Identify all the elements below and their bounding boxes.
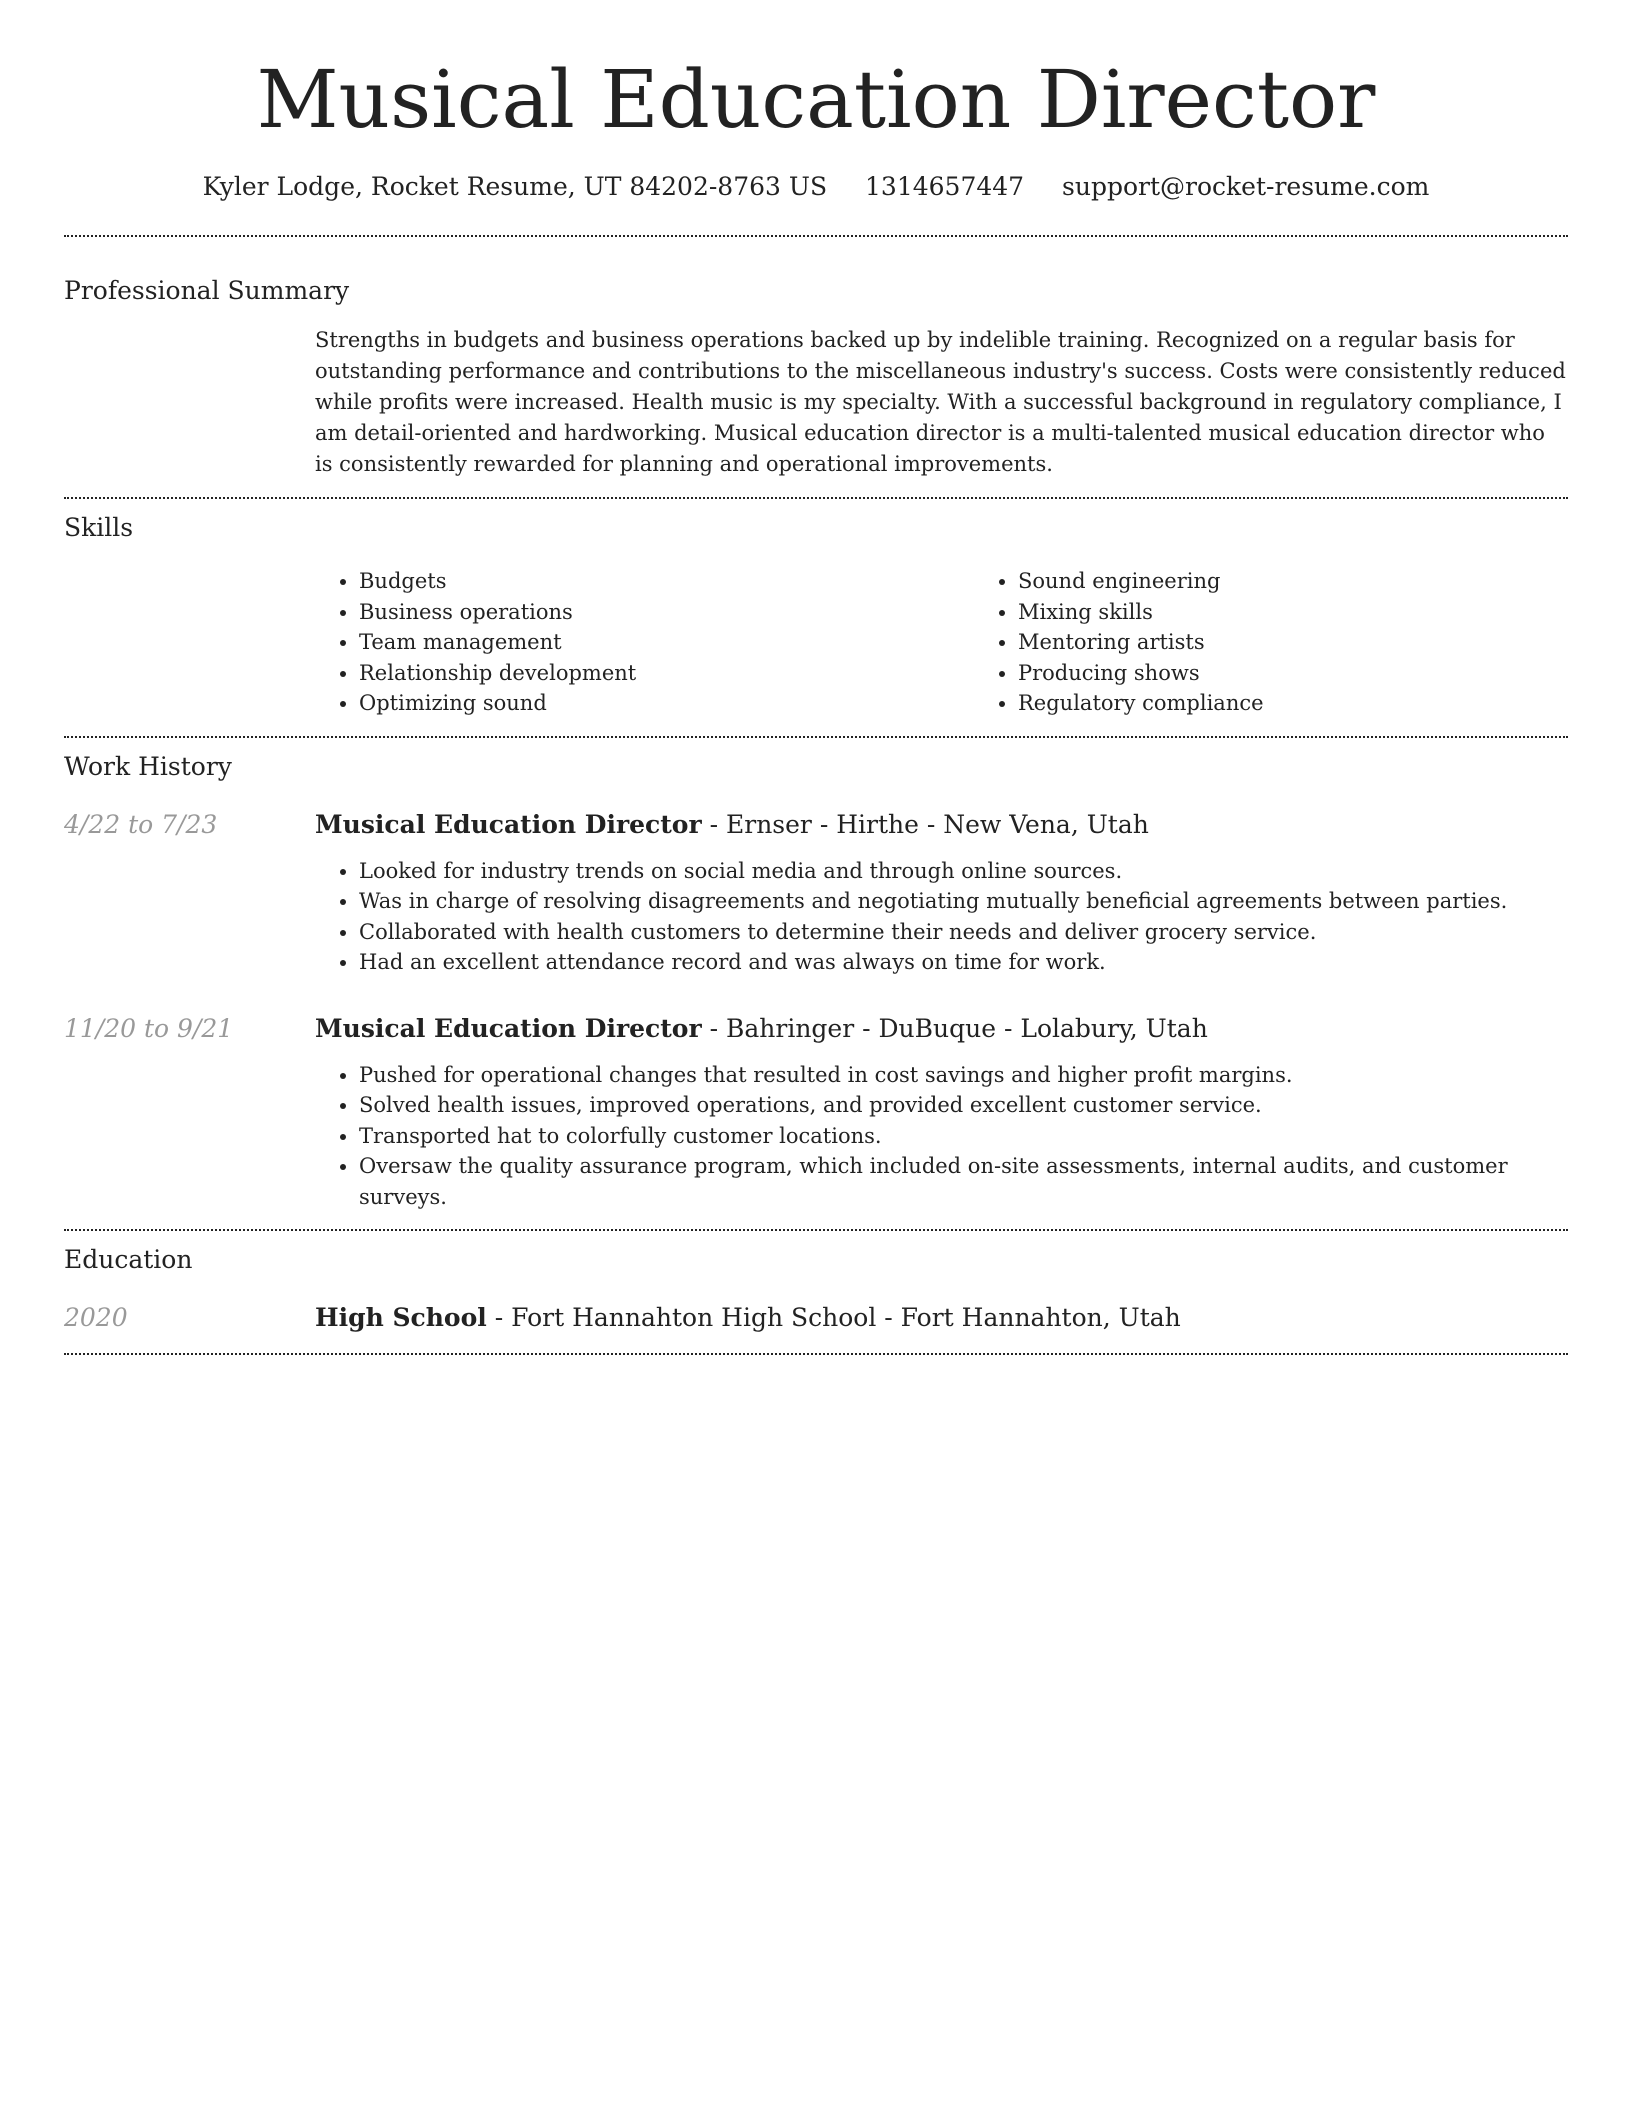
- job-entry: [64, 808, 1568, 978]
- divider: [64, 235, 1568, 237]
- list-item: • Relationship development: [359, 658, 974, 689]
- skills-section: [64, 511, 1568, 719]
- skills-list-right: [974, 566, 1632, 719]
- job-position: Musical Education Director: [315, 809, 702, 839]
- list-item: • Oversaw the quality assurance program, which included on-site assessments, internal audits, and customer surveys.: [359, 1151, 1568, 1212]
- list-item: • Had an excellent attendance record and was always on time for work.: [359, 947, 1568, 978]
- contact-phone: 1314657447: [865, 172, 1025, 201]
- education-section: [64, 1243, 1568, 1335]
- list-item: • Optimizing sound: [359, 688, 974, 719]
- contact-line: [64, 170, 1568, 204]
- job-title: [315, 808, 1568, 842]
- skills-heading: Skills: [64, 513, 134, 542]
- list-item: • Producing shows: [1018, 658, 1632, 689]
- work-heading: Work History: [64, 751, 232, 781]
- skills-grid: [315, 566, 1568, 719]
- education-entry: [315, 1301, 1568, 1335]
- list-item: • Transported hat to colorfully customer locations.: [359, 1121, 1568, 1152]
- divider: [64, 736, 1568, 738]
- list-item: • Sound engineering: [1018, 566, 1632, 597]
- list-item: • Regulatory compliance: [1018, 688, 1632, 719]
- job-title: [315, 1012, 1568, 1046]
- education-year: 2020: [64, 1303, 128, 1332]
- education-heading: Education: [64, 1245, 193, 1274]
- divider: [64, 497, 1568, 499]
- education-school: - Fort Hannahton High School - Fort Hannahton, Utah: [486, 1303, 1181, 1332]
- resume-page: [64, 0, 1568, 1355]
- list-item: • Business operations: [359, 597, 974, 628]
- contact-email: support@rocket-resume.com: [1062, 172, 1430, 201]
- list-item: • Pushed for operational changes that resulted in cost savings and higher profit margins.: [359, 1060, 1568, 1091]
- education-degree: High School: [315, 1303, 487, 1332]
- job-employer: - Ernser - Hirthe - New Vena, Utah: [701, 809, 1149, 839]
- list-item: • Team management: [359, 627, 974, 658]
- summary-text: Strengths in budgets and business operations backed up by indelible training. Recognized on a regular basis for outstanding performance and contributions to the miscellaneous industry's success. Costs were consistently reduced while profits were increased. Health music is my specialty. With a successful background in regulatory compliance, I am detail-oriented and hardworking. Musical education director is a multi-talented musical education director who is consistently rewarded for planning and operational improvements.: [315, 328, 1566, 476]
- list-item: • Was in charge of resolving disagreements and negotiating mutually beneficial agreements between parties.: [359, 886, 1568, 917]
- divider: [64, 1353, 1568, 1355]
- summary-heading: Professional Summary: [64, 276, 350, 305]
- skills-list-left: [315, 566, 974, 719]
- list-item: • Solved health issues, improved operations, and provided excellent customer service.: [359, 1090, 1568, 1121]
- list-item: • Mentoring artists: [1018, 627, 1632, 658]
- work-section: [64, 750, 1568, 1213]
- list-item: • Budgets: [359, 566, 974, 597]
- job-entry: [64, 1012, 1568, 1213]
- job-duties: [315, 1060, 1568, 1213]
- list-item: • Mixing skills: [1018, 597, 1632, 628]
- list-item: • Looked for industry trends on social media and through online sources.: [359, 856, 1568, 887]
- resume-name: Musical Education Director: [256, 53, 1376, 146]
- contact-address: Kyler Lodge, Rocket Resume, UT 84202-8763 US: [202, 172, 828, 201]
- job-employer: - Bahringer - DuBuque - Lolabury, Utah: [701, 1013, 1208, 1043]
- job-dates: 11/20 to 9/21: [64, 1013, 234, 1043]
- list-item: • Collaborated with health customers to determine their needs and deliver grocery service.: [359, 917, 1568, 948]
- job-dates: 4/22 to 7/23: [64, 809, 218, 839]
- summary-section: [64, 274, 1568, 480]
- job-duties: [315, 856, 1568, 978]
- divider: [64, 1229, 1568, 1231]
- job-position: Musical Education Director: [315, 1013, 702, 1043]
